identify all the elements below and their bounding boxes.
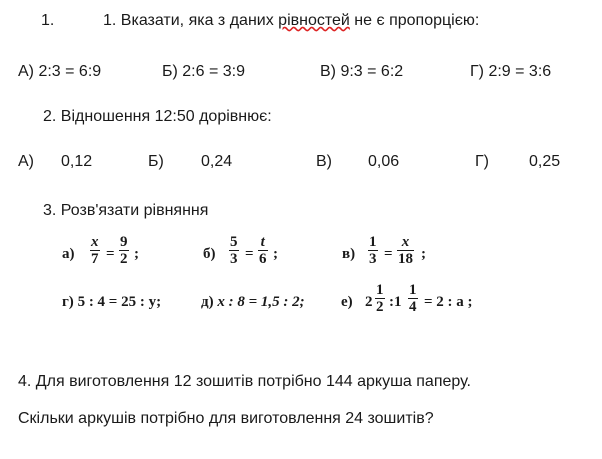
- eq-d-expr: x : 8 = 1,5 : 2;: [217, 294, 305, 310]
- q1-question: [103, 11, 479, 31]
- eq-b-frac-right: [258, 234, 268, 267]
- q1-option-v: [320, 62, 403, 82]
- option-label: А): [18, 63, 34, 80]
- numerator: 5: [230, 234, 238, 250]
- eq-a-label: а): [62, 246, 75, 262]
- eq-b-equals: =: [245, 246, 254, 262]
- eq-b-frac-left: [229, 234, 239, 267]
- denominator: 3: [369, 251, 377, 267]
- denominator: 18: [398, 251, 413, 267]
- eq-a-equals: =: [106, 246, 115, 262]
- denominator: 3: [230, 251, 238, 267]
- q1-option-g: [470, 62, 551, 82]
- eq-e-whole: 2: [365, 294, 373, 310]
- q2-option-a-label: А): [18, 153, 34, 170]
- eq-e-frac-2: [408, 282, 418, 315]
- eq-g: [62, 293, 161, 311]
- eq-e-end: = 2 : a ;: [424, 294, 473, 310]
- q1-option-a: [18, 62, 101, 82]
- q2-option-v-label: В): [316, 153, 332, 170]
- eq-a-end: ;: [134, 246, 139, 262]
- q2-option-a-value: 0,12: [61, 153, 93, 170]
- eq-v-equals: =: [384, 246, 393, 262]
- option-label: В): [320, 63, 336, 80]
- q3-question: 3. Розв'язати рівняння: [43, 202, 209, 219]
- denominator: 4: [409, 299, 417, 315]
- eq-e-label: е): [341, 294, 353, 310]
- numerator: 1: [376, 282, 384, 298]
- option-label: Г): [470, 63, 484, 80]
- q2-option-b-label: Б): [148, 153, 164, 170]
- eq-e-mid: :1: [389, 294, 402, 310]
- eq-g-expr: 5 : 4 = 25 : y;: [77, 294, 162, 310]
- eq-v-frac-left: [368, 234, 378, 267]
- eq-v-frac-right: [397, 234, 414, 267]
- eq-d-label: д): [201, 294, 214, 310]
- q1-text-underlined: рівностей: [278, 12, 350, 29]
- eq-v-end: ;: [421, 246, 426, 262]
- q1-text-after: не є пропорцією:: [349, 12, 480, 29]
- q1-option-b: [162, 62, 245, 82]
- eq-b-label: б): [203, 246, 216, 262]
- eq-e-frac-1: [375, 282, 385, 315]
- q2-question: 2. Відношення 12:50 дорівнює:: [43, 108, 272, 125]
- eq-a-frac-right: [119, 234, 129, 267]
- q4-line2: Скільки аркушів потрібно для виготовлення 24 зошитів?: [18, 410, 434, 427]
- eq-v-label: в): [342, 246, 356, 262]
- q4-line1: 4. Для виготовлення 12 зошитів потрібно 144 аркуша паперу.: [18, 373, 471, 390]
- option-value: 9:3 = 6:2: [340, 63, 404, 80]
- q2-option-g-value: 0,25: [529, 153, 561, 170]
- denominator: 7: [91, 251, 99, 267]
- eq-a-frac-left: [90, 234, 100, 267]
- option-value: 2:9 = 3:6: [488, 63, 552, 80]
- numerator: x: [397, 234, 414, 251]
- q2-option-b-value: 0,24: [201, 153, 233, 170]
- numerator: t: [258, 234, 268, 251]
- q1-text-before: 1. Вказати, яка з даних: [103, 12, 279, 29]
- q2-option-v-value: 0,06: [368, 153, 400, 170]
- eq-g-label: г): [62, 294, 74, 310]
- q1-number: 1.: [41, 12, 55, 29]
- q2-option-g-label: Г): [475, 153, 489, 170]
- option-value: 2:6 = 3:9: [182, 63, 245, 80]
- eq-b-end: ;: [273, 246, 278, 262]
- option-label: Б): [162, 63, 178, 80]
- numerator: 1: [409, 282, 417, 298]
- numerator: 1: [369, 234, 377, 250]
- option-value: 2:3 = 6:9: [38, 63, 102, 80]
- numerator: 9: [120, 234, 128, 250]
- numerator: x: [91, 234, 99, 250]
- eq-d: [201, 293, 305, 311]
- denominator: 6: [259, 251, 267, 267]
- denominator: 2: [376, 299, 384, 315]
- denominator: 2: [120, 251, 128, 267]
